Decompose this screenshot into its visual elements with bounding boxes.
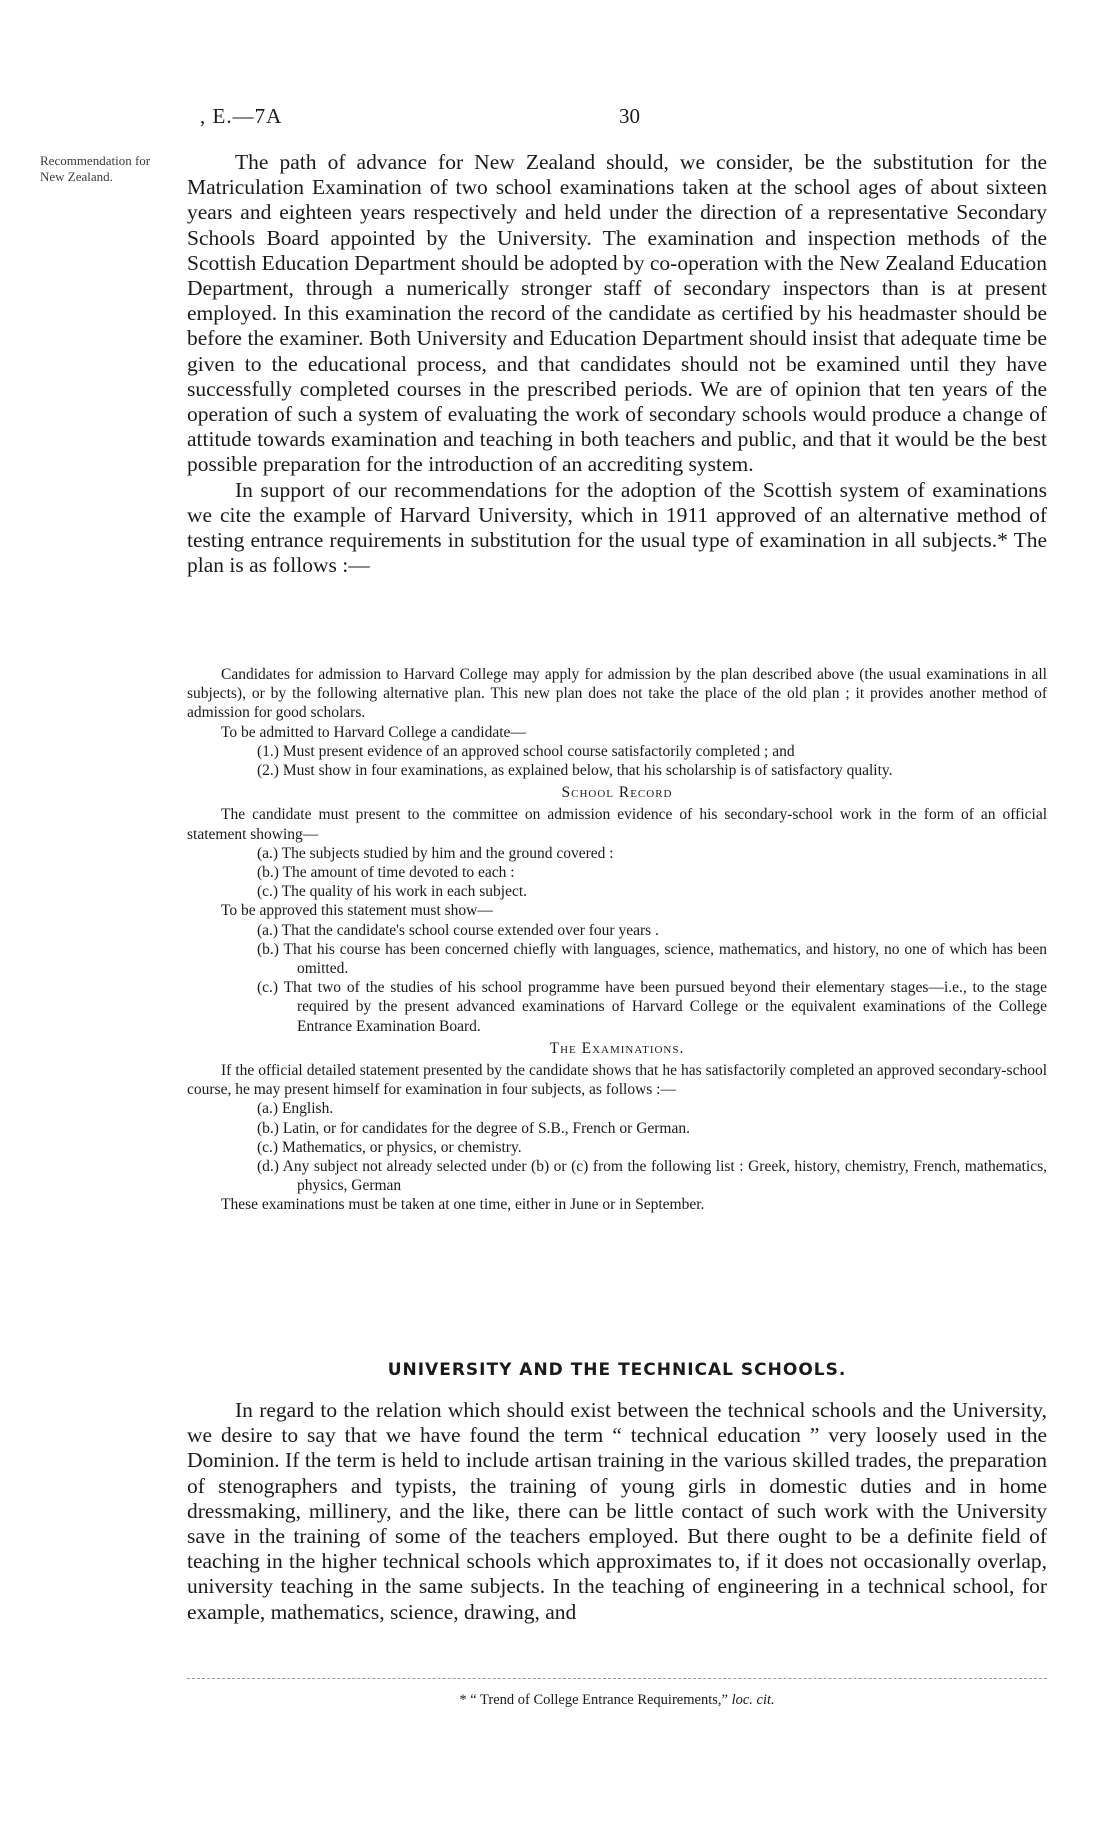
examinations-heading: The Examinations.	[549, 1039, 685, 1057]
quote-intro: Candidates for admission to Harvard College may apply for admission by the plan described above (the usual examinations in all subjects), or by the following alternative plan. This new plan does not take the place of the old plan ; it provides another method of admission for good scholars.	[187, 666, 1047, 722]
approved-statement-text: To be approved this statement must show—	[221, 902, 493, 920]
footnote	[187, 1692, 1047, 1709]
main-text-block	[187, 150, 1047, 578]
page-number: 30	[619, 104, 640, 128]
exam-item-b: (b.) Latin, or for candidates for the degree of S.B., French or German.	[257, 1119, 690, 1137]
quote-to-be-admitted: To be admitted to Harvard College a candidate—	[221, 723, 526, 741]
footnote-text: * “ Trend of College Entrance Requirements,”	[459, 1692, 728, 1708]
exam-item-a: (a.) English.	[257, 1100, 334, 1118]
paragraph-recommendation: The path of advance for New Zealand should, we consider, be the substitution for the Matriculation Examination of two school examinations taken at the school ages of about sixteen years and eighteen years respectively and held under the direction of a representative Secondary Schools Board appointed by the University. The examination and inspection methods of the Scottish Education Department should be adopted by co-operation with the New Zealand Education Department, through a numerically stronger staff of secondary inspectors than is at present employed. In this examination the record of the candidate as certified by his headmaster should be before the examiner. Both University and Education Department should insist that adequate time be given to the educational process, and that candidates should not be examined until they have successfully completed courses in the prescribed periods. We are of opinion that ten years of the operation of such a system of evaluating the work of secondary schools would produce a change of attitude towards examination and teaching in both teachers and public, and that it would be the best possible preparation for the introduction of an accrediting system.	[187, 150, 1047, 477]
footnote-divider	[187, 1678, 1047, 1679]
margin-note: Recommendation for New Zealand.	[40, 153, 151, 184]
school-record-item-b: (b.) The amount of time devoted to each :	[257, 864, 515, 882]
paragraph-harvard-support: In support of our recommendations for the adoption of the Scottish system of examinations we cite the example of Harvard University, which in 1911 approved of an alternative method of testing entrance requirements in substitution for the usual type of examination in all subjects.* The plan is as follows :—	[187, 477, 1047, 578]
quote-requirement-1: (1.) Must present evidence of an approved school course satisfactorily completed ; and	[257, 742, 795, 760]
school-record-item-c: (c.) The quality of his work in each subject.	[257, 883, 528, 901]
footnote-citation: loc. cit.	[731, 1692, 775, 1708]
exam-item-c: (c.) Mathematics, or physics, or chemistry.	[257, 1138, 522, 1156]
document-reference: , E.—7A	[200, 104, 283, 128]
technical-schools-text	[187, 1398, 1047, 1625]
school-record-item-a: (a.) The subjects studied by him and the ground covered :	[257, 844, 614, 862]
exam-item-d: (d.) Any subject not already selected under (b) or (c) from the following list : Greek, history, chemistry, French, mathematics, physics, German	[257, 1158, 1047, 1195]
school-record-text: The candidate must present to the committee on admission evidence of his secondary-school work in the form of an official statement showing—	[187, 806, 1047, 843]
exam-timing: These examinations must be taken at one time, either in June or in September.	[221, 1196, 705, 1214]
approved-item-c: (c.) That two of the studies of his school programme have been pursued beyond their elementary stages—i.e., to the stage required by the present advanced examinations of Harvard College or the equivalent examinations of the College Entrance Examination Board.	[257, 979, 1047, 1035]
approved-item-a: (a.) That the candidate's school course extended over four years .	[257, 921, 659, 939]
school-record-heading: School Record	[561, 784, 673, 802]
harvard-plan-quote	[187, 665, 1047, 1215]
examinations-text: If the official detailed statement presented by the candidate shows that he has satisfactorily completed an approved secondary-school course, he may present himself for examination in four subjects, as follows :—	[187, 1062, 1047, 1099]
quote-requirement-2: (2.) Must show in four examinations, as explained below, that his scholarship is of satisfactory quality.	[257, 762, 893, 780]
paragraph-technical-schools: In regard to the relation which should exist between the technical schools and the University, we desire to say that we have found the term “ technical education ” very loosely used in the Dominion. If the term is held to include artisan training in the various skilled trades, the preparation of stenographers and typists, the training of young girls in domestic duties and in home dressmaking, millinery, and the like, there can be little contact of such work with the University save in the training of some of the teachers employed. But there ought to be a definite field of teaching in the higher technical schools which approximates to, if it does not occasionally overlap, university teaching in the same subjects. In the teaching of engineering in a technical school, for example, mathematics, science, drawing, and	[187, 1398, 1047, 1624]
section-title: UNIVERSITY AND THE TECHNICAL SCHOOLS.	[387, 1360, 847, 1380]
approved-item-b: (b.) That his course has been concerned chiefly with languages, science, mathematics, and history, no one of which has been omitted.	[257, 940, 1047, 978]
